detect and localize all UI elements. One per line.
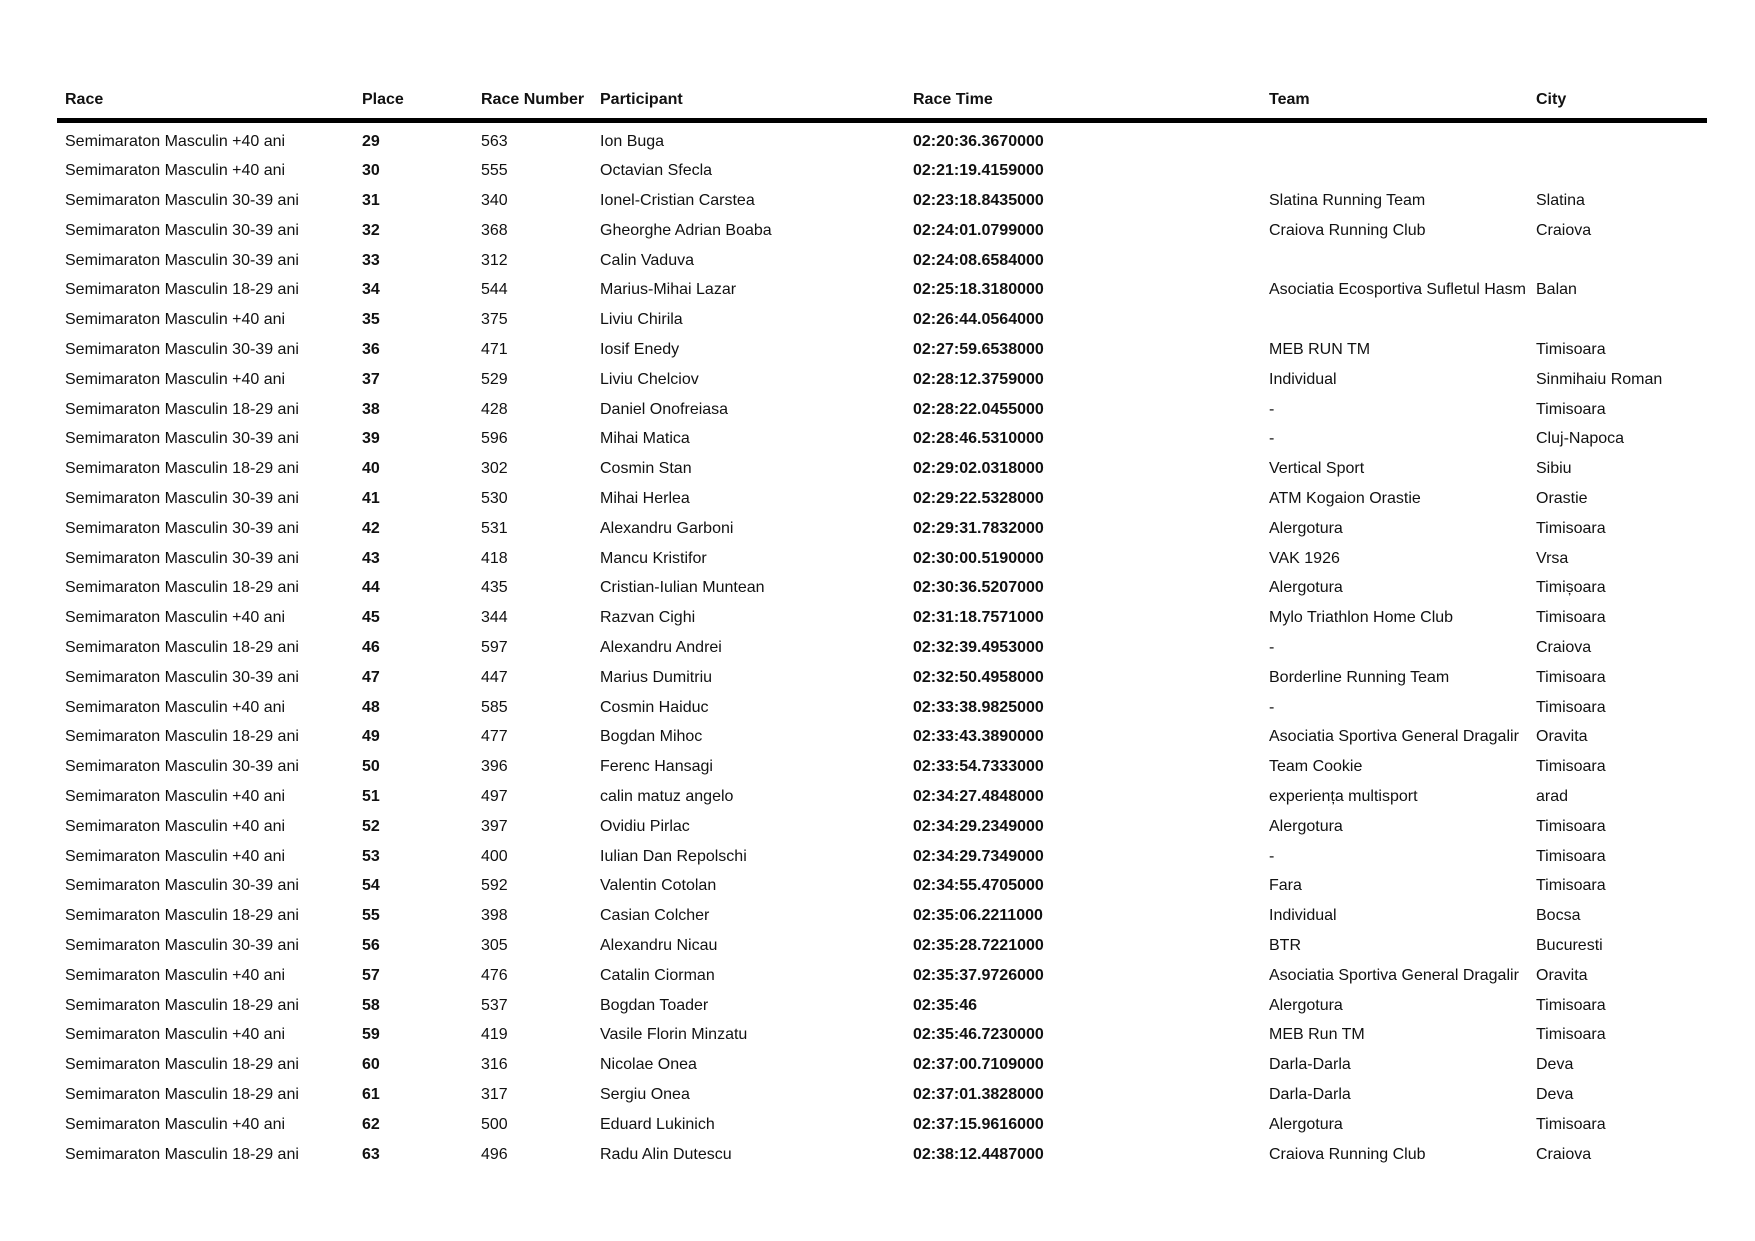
table-row [57,275,1707,305]
table-row [57,395,1707,425]
cell-participant: Radu Alin Dutescu [600,1145,732,1163]
cell-place: 48 [362,698,380,716]
table-row [57,186,1707,216]
cell-place: 52 [362,817,380,835]
cell-place: 46 [362,639,380,657]
table-row [57,514,1707,544]
table-row [57,335,1707,365]
column-header-participant: Participant [592,68,905,120]
cell-race-time: 02:21:19.4159000 [913,162,1044,180]
cell-team: experiența multisport [1269,788,1418,806]
cell-race-number: 340 [481,192,508,210]
cell-place: 31 [362,192,380,210]
cell-participant: Cosmin Stan [600,460,692,478]
cell-race-time: 02:30:00.5190000 [913,549,1044,567]
cell-place: 44 [362,579,380,597]
table-row [57,1110,1707,1140]
cell-team: Fara [1269,877,1302,895]
cell-race: Semimaraton Masculin 18-29 ani [65,639,299,657]
cell-team: - [1269,847,1275,865]
cell-race-time: 02:27:59.6538000 [913,341,1044,359]
cell-race: Semimaraton Masculin +40 ani [65,162,286,180]
cell-race-time: 02:20:36.3670000 [913,132,1044,150]
cell-race: Semimaraton Masculin +40 ani [65,966,286,984]
cell-team: Individual [1269,370,1337,388]
cell-city: Cluj-Napoca [1536,430,1625,448]
cell-city [1528,120,1707,156]
cell-city: Craiova [1536,221,1592,239]
cell-race-number: 312 [481,251,508,269]
cell-race-number: 418 [481,549,508,567]
cell-participant: Marius Dumitriu [600,668,713,686]
cell-race: Semimaraton Masculin 18-29 ani [65,400,299,418]
cell-city: Timisoara [1536,1115,1606,1133]
cell-team: Alergotura [1269,519,1343,537]
cell-race: Semimaraton Masculin +40 ani [65,132,286,150]
cell-race-time: 02:33:43.3890000 [913,728,1044,746]
cell-city: Orastie [1536,490,1588,508]
cell-place: 51 [362,788,380,806]
column-header-place: Place [354,68,473,120]
cell-place: 43 [362,549,380,567]
table-row [57,1080,1707,1110]
cell-participant: Eduard Lukinich [600,1115,715,1133]
cell-race: Semimaraton Masculin 30-39 ani [65,937,299,955]
cell-race-number: 419 [481,1026,508,1044]
table-row [57,1020,1707,1050]
cell-race-number: 316 [481,1056,508,1074]
cell-race-time: 02:35:46 [913,996,978,1014]
cell-race-time: 02:24:01.0799000 [913,221,1044,239]
cell-participant: Vasile Florin Minzatu [600,1026,748,1044]
cell-race-time: 02:32:39.4953000 [913,639,1044,657]
cell-race-time: 02:29:22.5328000 [913,490,1044,508]
table-row [57,573,1707,603]
cell-race-number: 302 [481,460,508,478]
cell-city: Oravita [1536,728,1588,746]
cell-race-time: 02:30:36.5207000 [913,579,1044,597]
cell-race-number: 400 [481,847,508,865]
table-row [57,812,1707,842]
cell-participant: Iulian Dan Repolschi [600,847,747,865]
table-body [57,120,1707,1169]
cell-race-number: 500 [481,1115,508,1133]
cell-race: Semimaraton Masculin +40 ani [65,847,286,865]
cell-city: Timisoara [1536,758,1606,776]
table-row [57,782,1707,812]
cell-team: Individual [1269,907,1337,925]
cell-race-time: 02:34:55.4705000 [913,877,1044,895]
cell-race: Semimaraton Masculin 30-39 ani [65,221,299,239]
table-row [57,752,1707,782]
cell-city: Timisoara [1536,698,1606,716]
cell-city: Slatina [1536,192,1585,210]
cell-participant: Marius-Mihai Lazar [600,281,737,299]
cell-race: Semimaraton Masculin 30-39 ani [65,877,299,895]
cell-race: Semimaraton Masculin +40 ani [65,1115,286,1133]
cell-participant: Mihai Herlea [600,490,690,508]
cell-city: Timisoara [1536,519,1606,537]
cell-team: Craiova Running Club [1269,1145,1426,1163]
cell-place: 61 [362,1086,380,1103]
cell-race-number: 585 [481,698,508,716]
cell-participant: Cosmin Haiduc [600,698,709,716]
cell-place: 47 [362,668,380,686]
cell-city [1528,156,1707,186]
results-table [57,68,1707,1169]
cell-team [1261,305,1528,335]
cell-race: Semimaraton Masculin +40 ani [65,817,286,835]
cell-city: Deva [1536,1056,1574,1074]
cell-race-number: 529 [481,370,508,388]
cell-participant: calin matuz angelo [600,788,734,806]
cell-race: Semimaraton Masculin 18-29 ani [65,996,299,1014]
cell-race-number: 596 [481,430,508,448]
cell-team: MEB RUN TM [1269,341,1371,359]
cell-race-number: 375 [481,311,508,329]
cell-race-number: 396 [481,758,508,776]
cell-place: 54 [362,877,380,895]
cell-place: 35 [362,311,380,329]
cell-team: Craiova Running Club [1269,221,1426,239]
cell-team: VAK 1926 [1269,549,1340,567]
cell-place: 62 [362,1115,380,1133]
cell-place: 57 [362,966,380,984]
cell-city: Timisoara [1536,341,1606,359]
cell-race-time: 02:33:54.7333000 [913,758,1044,776]
results-sheet [57,68,1707,1169]
cell-city: arad [1536,788,1569,806]
cell-team: Darla-Darla [1269,1086,1351,1103]
cell-race: Semimaraton Masculin 18-29 ani [65,281,299,299]
cell-race-time: 02:23:18.8435000 [913,192,1044,210]
cell-race-number: 305 [481,937,508,955]
cell-race-number: 435 [481,579,508,597]
cell-race-number: 497 [481,788,508,806]
cell-race-number: 530 [481,490,508,508]
cell-race-number: 477 [481,728,508,746]
cell-race-time: 02:37:15.9616000 [913,1115,1044,1133]
cell-race: Semimaraton Masculin +40 ani [65,1026,286,1044]
cell-city: Timisoara [1536,996,1606,1014]
table-row [57,120,1707,156]
table-row [57,1050,1707,1080]
cell-race-time: 02:28:22.0455000 [913,400,1044,418]
cell-race-time: 02:35:46.7230000 [913,1026,1044,1044]
cell-city: Bocsa [1536,907,1581,925]
cell-race-number: 592 [481,877,508,895]
cell-city [1528,305,1707,335]
cell-participant: Catalin Ciorman [600,966,715,984]
cell-participant: Octavian Sfecla [600,162,713,180]
cell-place: 30 [362,162,380,180]
cell-place: 34 [362,281,380,299]
cell-team: Borderline Running Team [1269,668,1450,686]
cell-city: Sinmihaiu Roman [1536,370,1663,388]
cell-race-number: 597 [481,639,508,657]
cell-team: Asociatia Sportiva General Dragalir [1269,728,1519,746]
cell-participant: Iosif Enedy [600,341,680,359]
cell-participant: Liviu Chelciov [600,370,699,388]
cell-place: 53 [362,847,380,865]
table-header [57,68,1707,120]
table-row [57,1140,1707,1170]
table-row [57,156,1707,186]
column-header-race-number: Race Number [473,68,592,120]
cell-race-number: 368 [481,221,508,239]
cell-team: Alergotura [1269,1115,1343,1133]
cell-participant: Ionel-Cristian Carstea [600,192,755,210]
cell-team: Alergotura [1269,579,1343,597]
cell-city: Balan [1536,281,1577,299]
cell-race-time: 02:31:18.7571000 [913,609,1044,627]
cell-team: Slatina Running Team [1269,192,1426,210]
cell-place: 36 [362,341,380,359]
cell-team: Alergotura [1269,996,1343,1014]
cell-race: Semimaraton Masculin 18-29 ani [65,460,299,478]
cell-race: Semimaraton Masculin 18-29 ani [65,1056,299,1074]
cell-race: Semimaraton Masculin 18-29 ani [65,1086,299,1103]
cell-participant: Razvan Cighi [600,609,696,627]
table-row [57,663,1707,693]
cell-race-number: 531 [481,519,508,537]
cell-race-time: 02:35:06.2211000 [913,907,1043,925]
cell-participant: Gheorghe Adrian Boaba [600,221,772,239]
cell-city: Vrsa [1536,549,1569,567]
cell-race: Semimaraton Masculin 30-39 ani [65,192,299,210]
cell-team: ATM Kogaion Orastie [1269,490,1421,508]
cell-race-time: 02:28:46.5310000 [913,430,1044,448]
cell-team: Asociatia Sportiva General Dragalir [1269,966,1519,984]
cell-race-number: 398 [481,907,508,925]
cell-race-number: 428 [481,400,508,418]
cell-race-number: 344 [481,609,508,627]
cell-place: 32 [362,221,380,239]
cell-team: Vertical Sport [1269,460,1365,478]
cell-race-number: 476 [481,966,508,984]
cell-race-time: 02:32:50.4958000 [913,668,1044,686]
cell-place: 45 [362,609,380,627]
cell-race: Semimaraton Masculin +40 ani [65,370,286,388]
table-row [57,544,1707,574]
cell-team [1261,156,1528,186]
cell-race-number: 496 [481,1145,508,1163]
cell-team: - [1269,639,1275,657]
cell-city: Bucuresti [1536,937,1603,955]
cell-place: 39 [362,430,380,448]
cell-race-time: 02:28:12.3759000 [913,370,1044,388]
table-row [57,603,1707,633]
cell-team: Team Cookie [1269,758,1363,776]
cell-participant: Sergiu Onea [600,1086,690,1103]
cell-race-time: 02:33:38.9825000 [913,698,1044,716]
cell-race: Semimaraton Masculin 18-29 ani [65,728,299,746]
table-row [57,722,1707,752]
cell-team: BTR [1269,937,1301,955]
cell-place: 59 [362,1026,380,1044]
cell-race-number: 555 [481,162,508,180]
cell-city [1528,246,1707,276]
cell-participant: Alexandru Garboni [600,519,734,537]
cell-participant: Bogdan Toader [600,996,709,1014]
cell-participant: Mancu Kristifor [600,549,707,567]
cell-race-time: 02:37:00.7109000 [913,1056,1044,1074]
cell-participant: Cristian-Iulian Muntean [600,579,765,597]
table-row [57,961,1707,991]
cell-race: Semimaraton Masculin 18-29 ani [65,907,299,925]
cell-race: Semimaraton Masculin 30-39 ani [65,341,299,359]
cell-team: - [1269,400,1275,418]
cell-race-time: 02:37:01.3828000 [913,1086,1044,1103]
cell-team [1261,246,1528,276]
cell-race-time: 02:34:27.4848000 [913,788,1044,806]
cell-city: Timisoara [1536,847,1606,865]
cell-team: - [1269,698,1275,716]
cell-participant: Calin Vaduva [600,251,694,269]
table-row [57,246,1707,276]
cell-race: Semimaraton Masculin 30-39 ani [65,519,299,537]
table-row [57,991,1707,1021]
cell-race-time: 02:35:28.7221000 [913,937,1044,955]
cell-race-number: 397 [481,817,508,835]
cell-race-number: 544 [481,281,508,299]
cell-place: 41 [362,490,380,508]
cell-place: 38 [362,400,380,418]
cell-race-number: 563 [481,132,508,150]
table-row [57,693,1707,723]
cell-participant: Nicolae Onea [600,1056,697,1074]
cell-race: Semimaraton Masculin +40 ani [65,788,286,806]
cell-race-time: 02:34:29.7349000 [913,847,1044,865]
cell-race: Semimaraton Masculin +40 ani [65,609,286,627]
cell-race: Semimaraton Masculin 30-39 ani [65,758,299,776]
table-row [57,454,1707,484]
cell-participant: Bogdan Mihoc [600,728,703,746]
cell-participant: Ovidiu Pirlac [600,817,690,835]
cell-participant: Alexandru Nicau [600,937,718,955]
cell-team: MEB Run TM [1269,1026,1365,1044]
cell-race: Semimaraton Masculin 18-29 ani [65,579,299,597]
cell-place: 55 [362,907,380,925]
cell-city: Timisoara [1536,877,1606,895]
cell-race: Semimaraton Masculin 30-39 ani [65,430,299,448]
cell-place: 49 [362,728,380,746]
cell-race-number: 447 [481,668,508,686]
cell-participant: Alexandru Andrei [600,639,722,657]
cell-race-time: 02:35:37.9726000 [913,966,1044,984]
cell-place: 40 [362,460,380,478]
cell-city: Timisoara [1536,609,1606,627]
table-row [57,424,1707,454]
table-row [57,931,1707,961]
cell-city: Craiova [1536,639,1592,657]
table-row [57,871,1707,901]
table-row [57,365,1707,395]
table-row [57,484,1707,514]
cell-race-number: 537 [481,996,508,1014]
cell-race-time: 02:29:31.7832000 [913,519,1044,537]
cell-race-time: 02:29:02.0318000 [913,460,1044,478]
cell-race: Semimaraton Masculin 30-39 ani [65,251,299,269]
column-header-city: City [1528,68,1707,120]
table-row [57,842,1707,872]
header-row [57,68,1707,120]
table-row [57,633,1707,663]
cell-race-time: 02:34:29.2349000 [913,817,1044,835]
cell-race-number: 317 [481,1086,508,1103]
cell-city: Timișoara [1536,579,1606,597]
cell-participant: Daniel Onofreiasa [600,400,729,418]
cell-race-number: 471 [481,341,508,359]
cell-race: Semimaraton Masculin 18-29 ani [65,1145,299,1163]
cell-city: Timisoara [1536,817,1606,835]
column-header-team: Team [1261,68,1528,120]
cell-race: Semimaraton Masculin +40 ani [65,698,286,716]
table-row [57,901,1707,931]
cell-team: Mylo Triathlon Home Club [1269,609,1454,627]
cell-place: 37 [362,370,380,388]
column-header-race-time: Race Time [905,68,1261,120]
cell-city: Timisoara [1536,668,1606,686]
cell-race: Semimaraton Masculin 30-39 ani [65,490,299,508]
cell-place: 56 [362,937,380,955]
cell-city: Oravita [1536,966,1588,984]
cell-participant: Valentin Cotolan [600,877,717,895]
cell-city: Timisoara [1536,1026,1606,1044]
cell-place: 42 [362,519,380,537]
table-row [57,305,1707,335]
cell-place: 50 [362,758,380,776]
cell-race: Semimaraton Masculin 30-39 ani [65,668,299,686]
cell-team: Asociatia Ecosportiva Sufletul Hasm [1269,281,1526,299]
cell-team [1261,120,1528,156]
cell-race-time: 02:24:08.6584000 [913,251,1044,269]
cell-place: 60 [362,1056,380,1074]
column-header-race: Race [57,68,354,120]
cell-race-time: 02:25:18.3180000 [913,281,1044,299]
cell-city: Deva [1536,1086,1574,1103]
cell-city: Sibiu [1536,460,1572,478]
cell-city: Timisoara [1536,400,1606,418]
cell-participant: Liviu Chirila [600,311,683,329]
cell-participant: Casian Colcher [600,907,710,925]
cell-city: Craiova [1536,1145,1592,1163]
cell-race: Semimaraton Masculin 30-39 ani [65,549,299,567]
cell-team: - [1269,430,1275,448]
cell-team: Alergotura [1269,817,1343,835]
cell-participant: Ion Buga [600,132,665,150]
cell-race-time: 02:38:12.4487000 [913,1145,1044,1163]
cell-place: 63 [362,1145,380,1163]
table-row [57,216,1707,246]
cell-participant: Ferenc Hansagi [600,758,713,776]
cell-race: Semimaraton Masculin +40 ani [65,311,286,329]
cell-place: 33 [362,251,380,269]
cell-place: 29 [362,132,380,150]
cell-place: 58 [362,996,380,1014]
cell-participant: Mihai Matica [600,430,690,448]
cell-team: Darla-Darla [1269,1056,1351,1074]
cell-race-time: 02:26:44.0564000 [913,311,1044,329]
